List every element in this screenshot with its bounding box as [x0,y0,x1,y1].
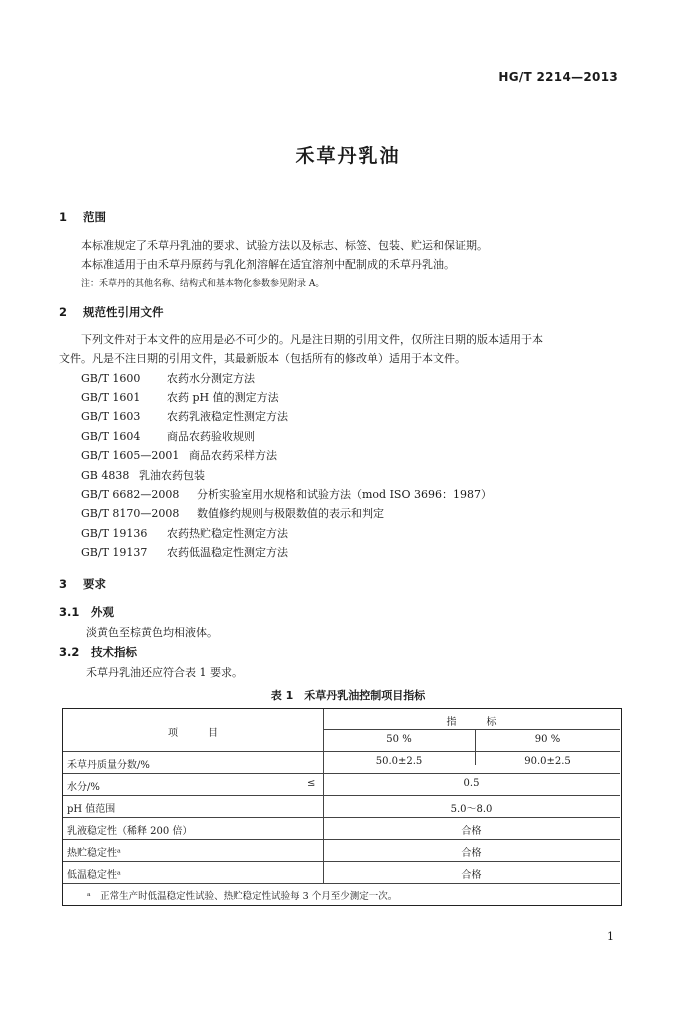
reference-item [81,544,288,560]
reference-code: GB/T 1600 [81,372,141,385]
row-divider [63,883,620,884]
reference-item [81,467,205,483]
row-divider [63,839,620,840]
table-row-item: 水分/% [67,782,100,793]
section-title: 范围 [83,210,106,224]
reference-code: GB/T 19137 [81,546,148,559]
table-row-item: 热贮稳定性ᵃ [67,848,121,859]
reference-code: GB/T 1604 [81,430,141,443]
header-item: 项 目 [168,728,218,739]
reference-title: 乳油农药包装 [139,469,205,482]
table-cell: 合格 [461,870,482,881]
reference-title: 商品农药验收规则 [167,430,255,443]
section-number: 3.2 [59,645,80,659]
note: 注：禾草丹的其他名称、结构式和基本物化参数参见附录 A。 [81,279,325,289]
paragraph: 本标准适用于由禾草丹原药与乳化剂溶解在适宜溶剂中配制成的禾草丹乳油。 [81,258,455,271]
section-number: 3.1 [59,605,80,619]
reference-code: GB 4838 [81,469,130,482]
section-1-heading [59,209,106,225]
reference-title: 农药乳液稳定性测定方法 [167,410,288,423]
reference-code: GB/T 1605—2001 [81,449,180,462]
table-caption: 表 1 禾草丹乳油控制项目指标 [270,689,426,702]
table-row-item: 低温稳定性ᵃ [67,870,121,881]
reference-item [81,408,288,424]
paragraph: 本标准规定了禾草丹乳油的要求、试验方法以及标志、标签、包装、贮运和保证期。 [81,239,488,252]
section-number: 2 [59,305,68,319]
section-3-heading [59,576,106,592]
reference-title: 分析实验室用水规格和试验方法（mod ISO 3696：1987） [197,488,492,501]
document-title: 禾草丹乳油 [295,145,401,167]
reference-item [81,505,384,521]
section-number: 3 [59,577,68,591]
table-row-item: pH 值范围 [67,804,116,815]
table-cell: 5.0～8.0 [450,804,493,815]
reference-code: GB/T 1601 [81,391,141,404]
subsection-3-1-heading [59,604,114,620]
table-cell: 50.0±2.5 [375,756,423,767]
table-row-item: 乳液稳定性（稀释 200 倍） [67,826,193,837]
table-cell: 合格 [461,848,482,859]
standard-number: HG/T 2214—2013 [498,70,618,84]
reference-title: 数值修约规则与极限数值的表示和判定 [197,507,384,520]
row-divider [323,729,620,730]
paragraph: 下列文件对于本文件的应用是必不可少的。凡是注日期的引用文件，仅所注日期的版本适用于本 [81,333,543,346]
section-title: 外观 [91,605,114,619]
row-divider [63,773,620,774]
reference-code: GB/T 8170—2008 [81,507,180,520]
table-footnote: ᵃ 正常生产时低温稳定性试验、热贮稳定性试验每 3 个月至少测定一次。 [87,891,398,902]
paragraph: 文件。凡是不注日期的引用文件，其最新版本（包括所有的修改单）适用于本文件。 [59,352,466,365]
subsection-3-2-heading [59,644,137,660]
reference-item [81,525,288,541]
row-divider [63,795,620,796]
table-cell: 合格 [461,826,482,837]
paragraph: 禾草丹乳油还应符合表 1 要求。 [86,666,243,679]
reference-code: GB/T 1603 [81,410,141,423]
reference-item [81,486,492,502]
reference-title: 农药水分测定方法 [167,372,255,385]
paragraph: 淡黄色至棕黄色均相液体。 [86,626,218,639]
header-col-90: 90 % [534,734,561,745]
section-number: 1 [59,210,68,224]
reference-item [81,428,255,444]
reference-item [81,389,279,405]
reference-code: GB/T 6682—2008 [81,488,180,501]
reference-title: 农药 pH 值的测定方法 [167,391,279,404]
reference-code: GB/T 19136 [81,527,148,540]
table-cell: 0.5 [463,778,480,789]
section-title: 技术指标 [91,645,137,659]
le-symbol: ≤ [307,778,316,789]
header-col-50: 50 % [386,734,412,745]
reference-title: 农药热贮稳定性测定方法 [167,527,288,540]
row-divider [63,861,620,862]
table-row-item: 禾草丹质量分数/% [67,760,150,771]
section-2-heading [59,304,164,320]
section-title: 规范性引用文件 [83,305,164,319]
page-number: 1 [607,930,614,943]
reference-item [81,447,277,463]
header-index: 指 标 [446,717,497,728]
section-title: 要求 [83,577,106,591]
spec-table [62,708,622,906]
row-divider [63,817,620,818]
table-cell: 90.0±2.5 [524,756,571,767]
reference-title: 商品农药采样方法 [189,449,277,462]
row-divider [63,751,620,752]
reference-title: 农药低温稳定性测定方法 [167,546,288,559]
reference-item [81,370,255,386]
